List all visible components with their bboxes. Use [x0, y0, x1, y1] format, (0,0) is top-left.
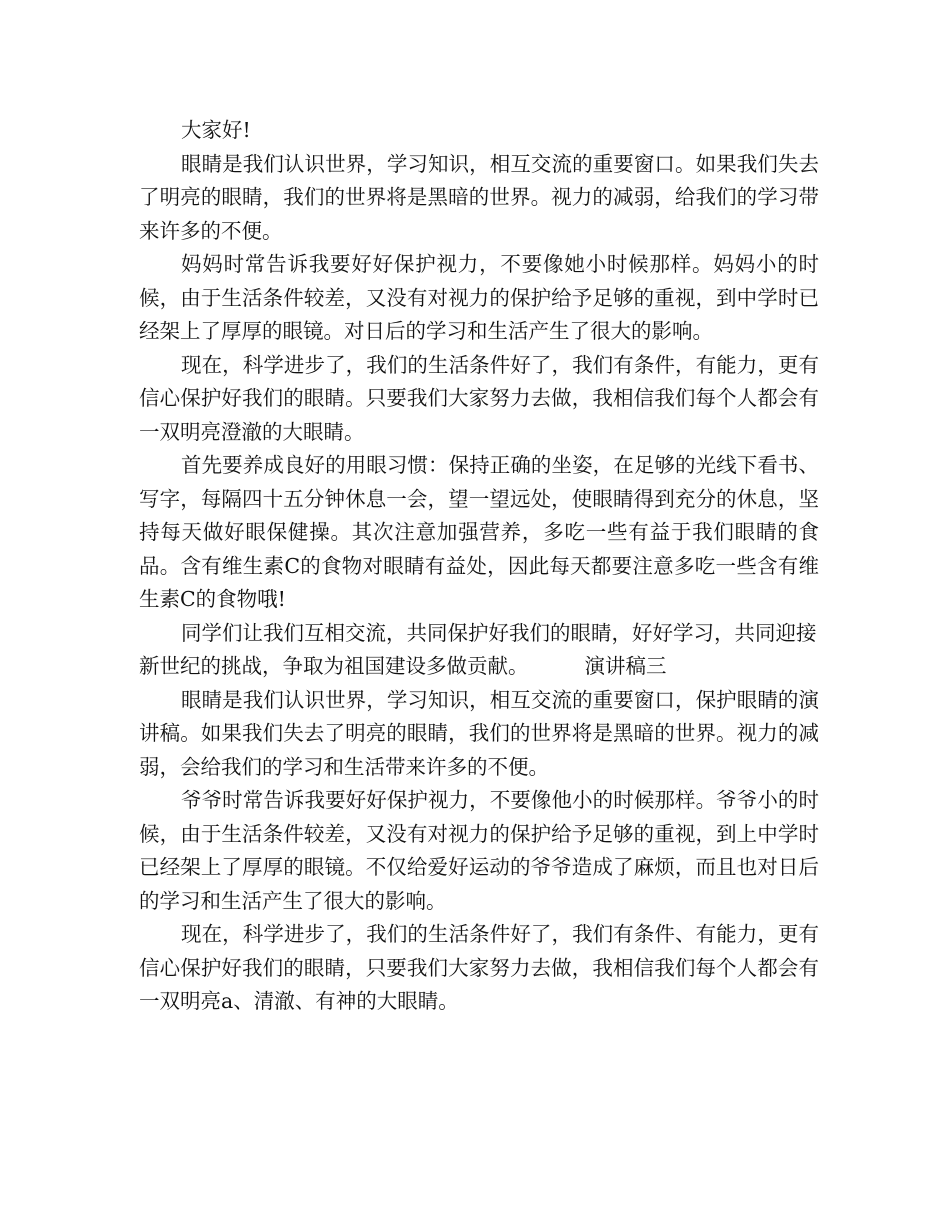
speech-heading: 演讲稿三 [584, 654, 667, 678]
paragraph-5 [139, 617, 819, 684]
paragraph-7: 爷爷时常告诉我要好好保护视力，不要像他小的时候那样。爷爷小的时候，由于生活条件较差，又没有对视力的保护给予足够的重视，到上中学时已经架上了厚厚的眼镜。不仅给爱好运动的爷爷造成了麻烦，而且也对日后的学习和生活产生了很大的影响。 [139, 788, 819, 913]
paragraph-8: 现在，科学进步了，我们的生活条件好了，我们有条件、有能力，更有信心保护好我们的眼睛，只要我们大家努力去做，我相信我们每个人都会有一双明亮a、清澈、有神的大眼睛。 [139, 922, 819, 1013]
paragraph-1: 眼睛是我们认识世界，学习知识，相互交流的重要窗口。如果我们失去了明亮的眼睛，我们的世界将是黑暗的世界。视力的减弱，给我们的学习带来许多的不便。 [139, 151, 819, 243]
paragraph-6: 眼睛是我们认识世界，学习知识，相互交流的重要窗口，保护眼睛的演讲稿。如果我们失去了明亮的眼睛，我们的世界将是黑暗的世界。视力的减弱，会给我们的学习和生活带来许多的不便。 [139, 687, 819, 779]
greeting-paragraph: 大家好! [181, 118, 251, 142]
paragraph-5-text: 同学们让我们互相交流，共同保护好我们的眼睛，好好学习，共同迎接新世纪的挑战，争取为祖国建设多做贡献。 [139, 620, 817, 678]
document-page [139, 114, 819, 1019]
paragraph-2: 妈妈时常告诉我要好好保护视力，不要像她小时候那样。妈妈小的时候，由于生活条件较差，又没有对视力的保护给予足够的重视，到中学时已经架上了厚厚的眼镜。对日后的学习和生活产生了很大的影响。 [139, 252, 819, 343]
paragraph-3: 现在，科学进步了，我们的生活条件好了，我们有条件，有能力，更有信心保护好我们的眼睛。只要我们大家努力去做，我相信我们每个人都会有一双明亮澄澈的大眼睛。 [139, 352, 819, 444]
paragraph-4: 首先要养成良好的用眼习惯：保持正确的坐姿，在足够的光线下看书、写字，每隔四十五分钟休息一会，望一望远处，使眼睛得到充分的休息，坚持每天做好眼保健操。其次注意加强营养，多吃一些有益于我们眼睛的食品。含有维生素C的食物对眼睛有益处，因此每天都要注意多吃一些含有维生素C的食物哦! [139, 453, 819, 611]
